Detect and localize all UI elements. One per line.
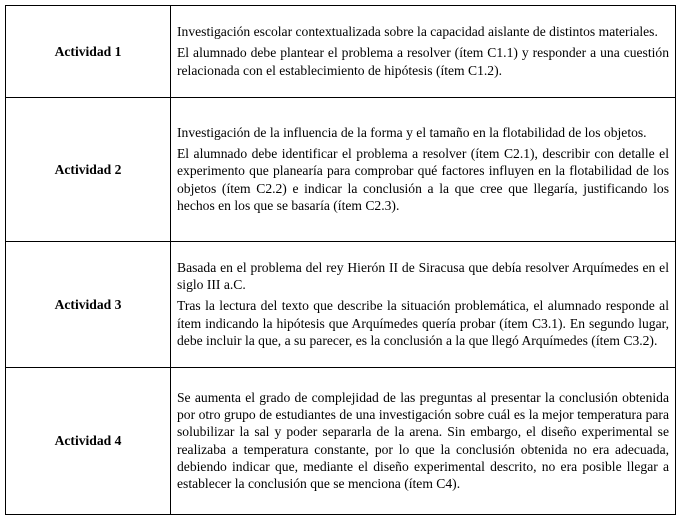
activity-label: Actividad 4 [6,368,171,515]
description-paragraph: Investigación de la influencia de la forma y el tamaño en la flotabilidad de los objetos. [177,124,647,140]
activity-label: Actividad 2 [6,98,171,242]
description-paragraph: Basada en el problema del rey Hierón II de Siracusa que debía resolver Arquímedes en el siglo III a.C. [177,259,669,293]
table-row-activity-2 [6,98,676,242]
table-row-activity-3 [6,242,676,368]
activity-description [171,368,676,515]
description-paragraph: Se aumenta el grado de complejidad de las preguntas al presentar la conclusión obtenida por otro grupo de estudiantes de una investigación sobre cuál es la mejor temperatura para solubilizar la sal y poder separarla de la arena. Sin embargo, el diseño experimental se realizaba a temperatura constante, por lo que la conclusión obtenida no era adecuada, debiendo indicar que, mediante el diseño experimental descrito, no era posible llegar a establecer la conclusión que se menciona (ítem C4). [177,389,669,492]
description-paragraph: Tras la lectura del texto que describe la situación problemática, el alumnado responde al ítem indicando la hipótesis que Arquímedes quería probar (ítem C3.1). En segundo lugar, debe incluir la que, a su parecer, es la conclusión a la que llegó Arquímedes (ítem C3.2). [177,298,669,348]
description-paragraph: El alumnado debe plantear el problema a resolver (ítem C1.1) y responder a una cuestión relacionada con el establecimiento de hipótesis (ítem C1.2). [177,45,669,78]
activity-description [171,6,676,98]
description-paragraph: Investigación escolar contextualizada sobre la capacidad aislante de distintos materiales. [177,24,658,40]
activity-description [171,98,676,242]
activity-description [171,242,676,368]
table-row-activity-1 [6,6,676,98]
table-row-activity-4 [6,368,676,515]
activities-table [5,5,676,515]
description-paragraph: El alumnado debe identificar el problema a resolver (ítem C2.1), describir con detalle el experimento que planearía para comprobar qué factores influyen en la flotabilidad de los objetos (ítem C2.2) e indicar la conclusión a la que cree que llegaría, justificando los hechos en los que se basaría (ítem C2.3). [177,146,669,213]
activity-label: Actividad 1 [6,6,171,98]
activity-label: Actividad 3 [6,242,171,368]
